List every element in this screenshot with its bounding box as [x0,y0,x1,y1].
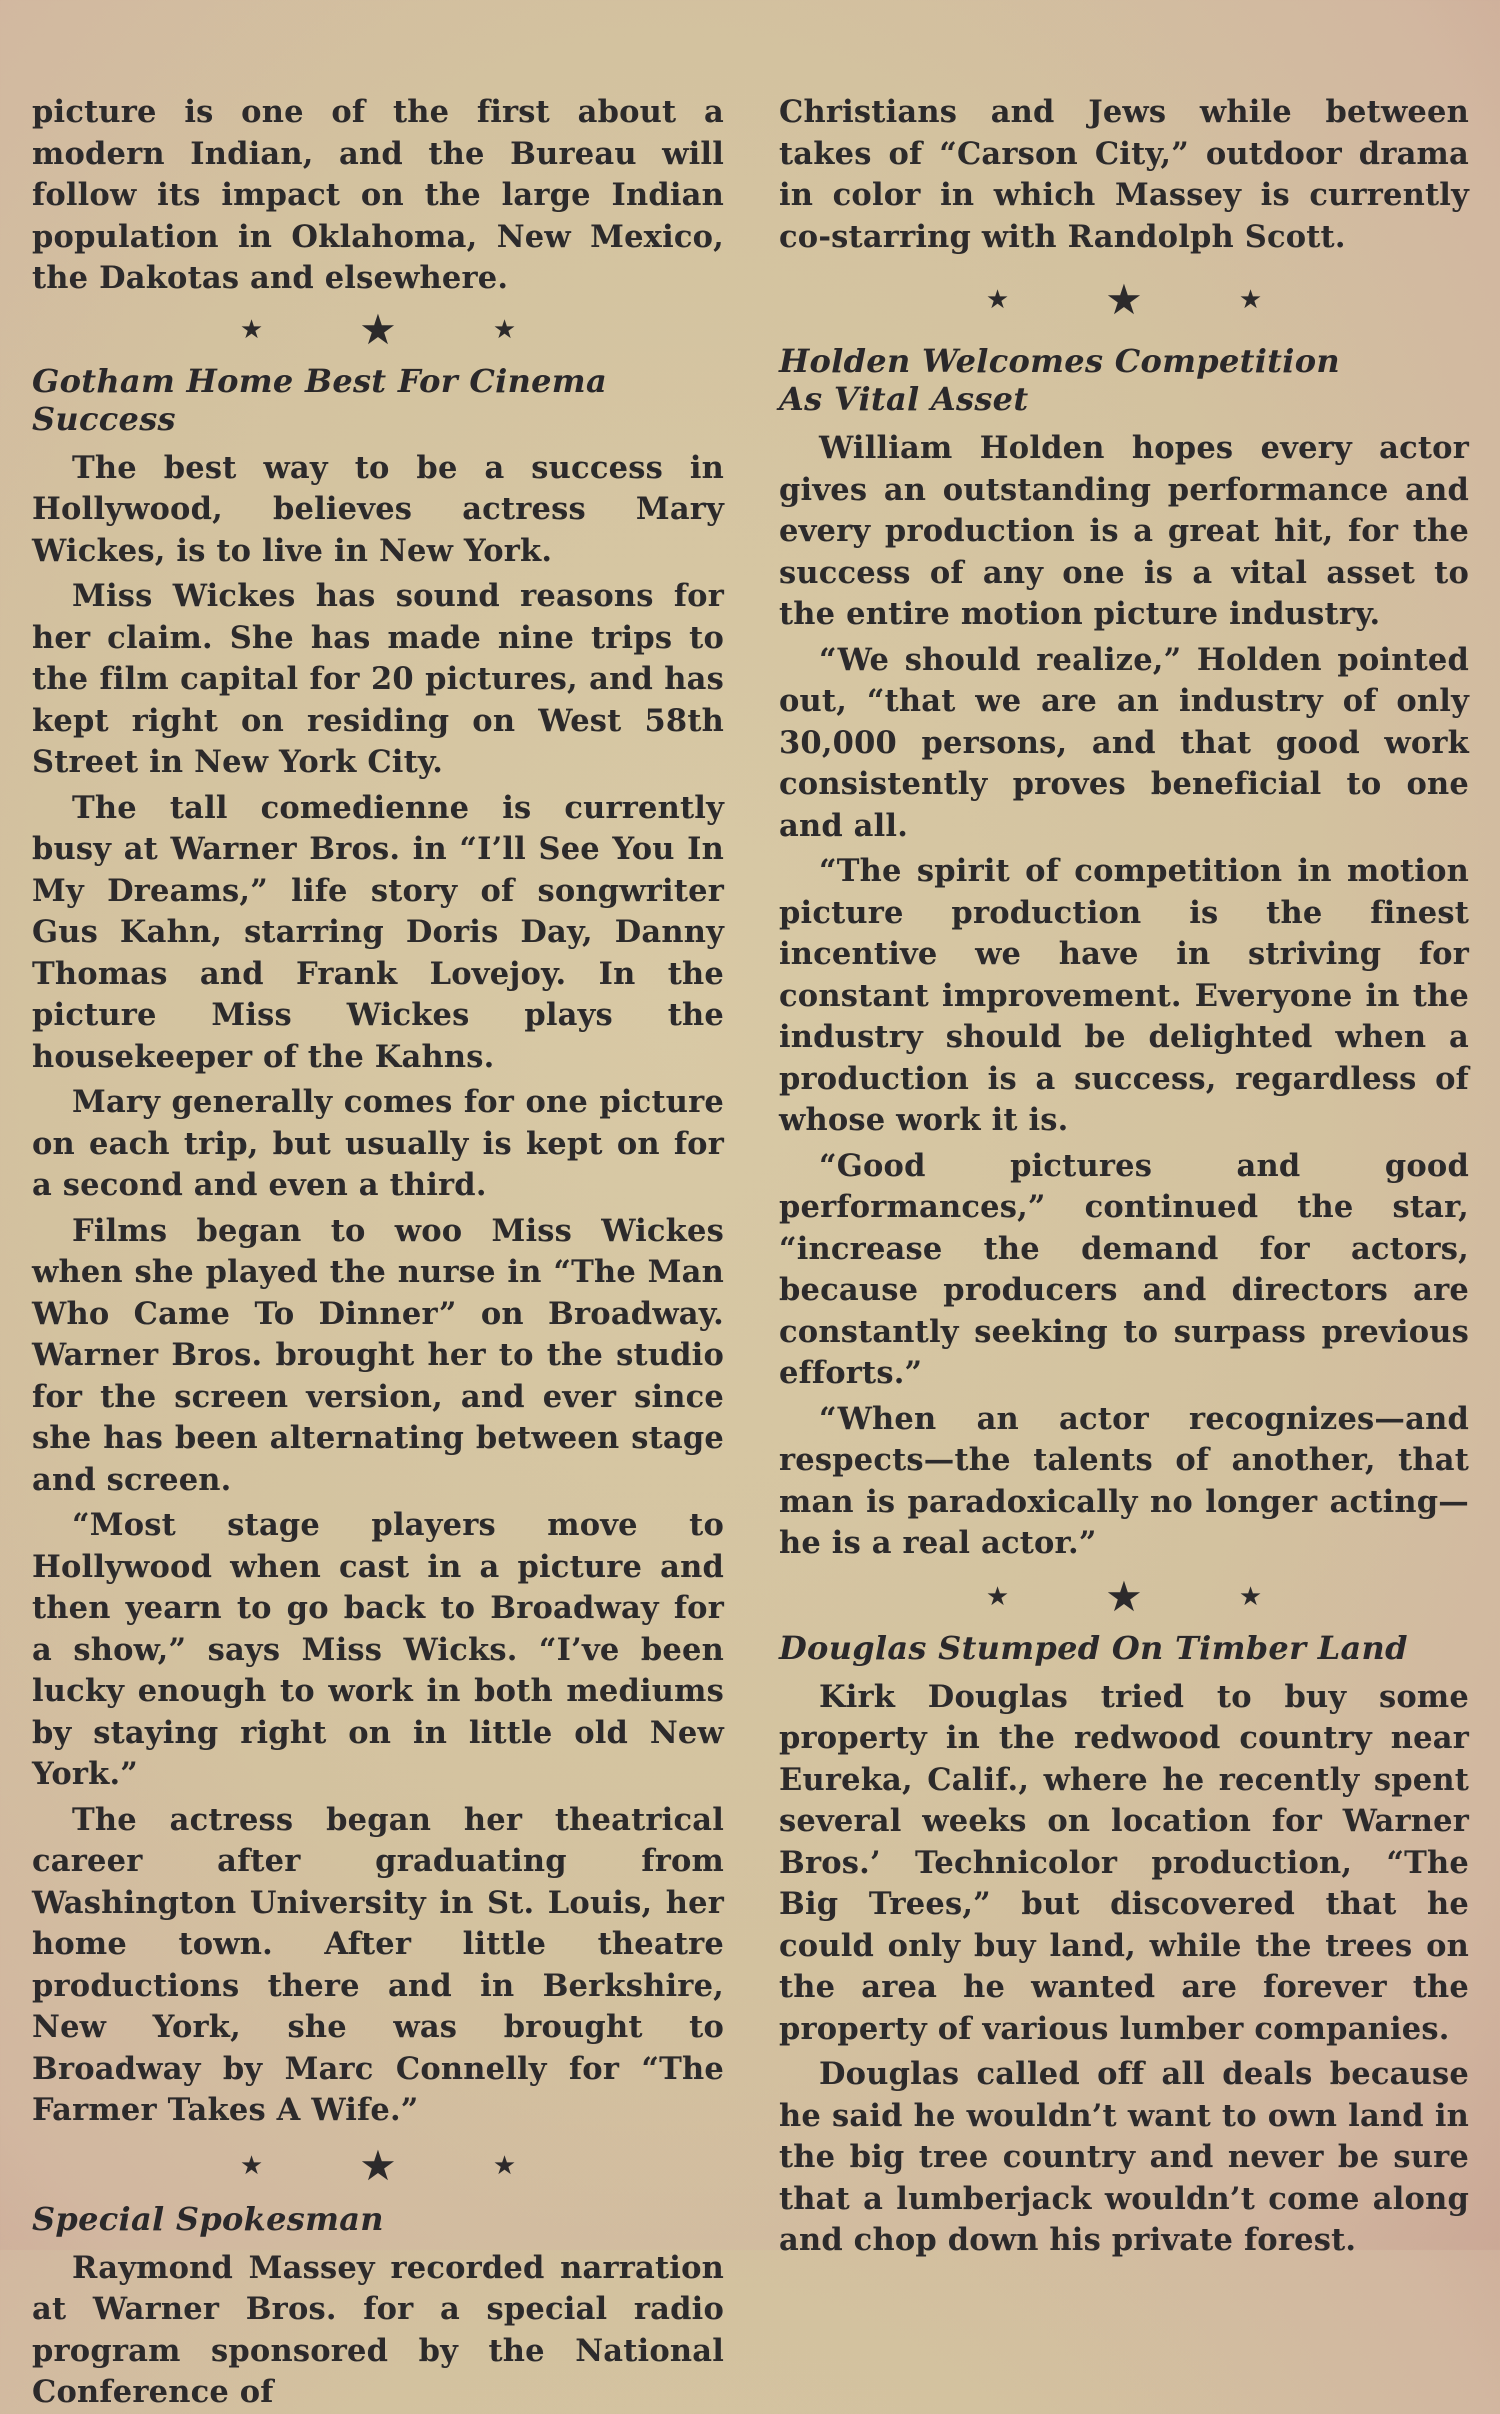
star-icon: ★ [1238,1581,1263,1612]
star-icon: ★ [492,314,517,345]
article-headline-line1: Holden Welcomes Competition [779,342,1340,380]
star-icon: ★ [492,2150,517,2181]
star-separator [779,1565,1469,1629]
article-paragraph: The tall comedienne is currently busy at Warner Bros. in “I’ll See You In My Dreams,” life story of songwriter Gus Kahn, starring Doris Day, Danny Thomas and Frank Lovejoy. In the picture Miss Wickes plays the housekeeper of the Kahns. [32,789,724,1075]
continued-paragraph: Christians and Jews while between takes of “Carson City,” outdoor drama in color in which Massey is currently co-starring with Randolph Scott. [779,94,1469,255]
article-headline: Douglas Stumped On Timber Land [779,1628,1408,1667]
article-paragraph: “Good pictures and good performances,” continued the star, “increase the demand for actors, because producers and directors are constantly seeking to surpass previous efforts.” [779,1147,1469,1391]
star-separator [32,2132,724,2200]
left-column [32,92,724,2414]
article-special-spokesman [32,2200,724,2414]
star-icon: ★ [985,1581,1010,1612]
star-icon: ★ [359,304,397,354]
star-separator [779,258,1469,342]
article-gotham-home [32,362,724,2132]
star-icon: ★ [359,2140,397,2190]
article-headline: Gotham Home Best For Cinema Success [32,361,607,438]
star-icon: ★ [1105,1571,1143,1621]
star-icon: ★ [1238,285,1263,315]
star-icon: ★ [1105,275,1143,324]
intro-paragraph: picture is one of the first about a modern Indian, and the Bureau will follow its impact on the large Indian population in Oklahoma, New Mexico, the Dakotas and elsewhere. [32,94,724,296]
article-holden-competition [779,342,1469,1565]
article-paragraph: “When an actor recognizes—and respects—the talents of another, that man is paradoxically no longer acting—he is a real actor.” [779,1400,1469,1561]
star-separator [32,300,724,360]
article-headline-line2: As Vital Asset [779,380,1029,418]
right-column [779,92,1469,2262]
article-paragraph: Douglas called off all deals because he said he wouldn’t want to own land in the big tree country and never be sure that a lumberjack wouldn’t come along and chop down his private forest. [779,2056,1469,2258]
article-paragraph: “The spirit of competition in motion picture production is the finest incentive we have in striving for constant improvement. Everyone in the industry should be delighted when a production is a success, regardless of whose work it is. [779,853,1469,1138]
article-paragraph: “We should realize,” Holden pointed out, “that we are an industry of only 30,000 persons, and that good work consistently proves beneficial to one and all. [779,641,1469,844]
article-paragraph: “Most stage players move to Hollywood when cast in a picture and then yearn to go back to Broadway for a show,” says Miss Wicks. “I’ve been lucky enough to work in both mediums by staying right on in little old New York.” [32,1507,724,1792]
article-headline: Special Spokesman [32,2199,384,2238]
article-paragraph: The actress began her theatrical career after graduating from Washington University in St. Louis, her home town. After little theatre productions there and in Berkshire, New York, she was brought to Broadway by Marc Connelly for “The Farmer Takes A Wife.” [32,1801,724,2128]
star-icon: ★ [239,2150,264,2181]
star-icon: ★ [985,285,1010,315]
article-paragraph: Mary generally comes for one picture on each trip, but usually is kept on for a second and even a third. [32,1084,724,1203]
article-paragraph: Films began to woo Miss Wickes when she played the nurse in “The Man Who Came To Dinner” on Broadway. Warner Bros. brought her to the studio for the screen version, and ever since she has been alternating between stage and screen. [32,1212,724,1498]
article-paragraph: The best way to be a success in Hollywood, believes actress Mary Wickes, is to live in New York. [32,449,724,569]
article-paragraph: William Holden hopes every actor gives an outstanding performance and every production is a great hit, for the success of any one is a vital asset to the entire motion picture industry. [779,430,1469,632]
star-icon: ★ [239,314,264,345]
article-paragraph: Raymond Massey recorded narration at Warner Bros. for a special radio program sponsored by the National Conference of [32,2249,724,2410]
article-paragraph: Kirk Douglas tried to buy some property in the redwood country near Eureka, Calif., where he recently spent several weeks on location for Warner Bros.’ Technicolor production, “The Big Trees,” but discovered that he could only buy land, while the trees on the area he wanted are forever the property of various lumber companies. [779,1678,1469,2047]
article-douglas-timber [779,1629,1469,2262]
article-paragraph: Miss Wickes has sound reasons for her claim. She has made nine trips to the film capital for 20 pictures, and has kept right on residing on West 58th Street in New York City. [32,578,724,780]
